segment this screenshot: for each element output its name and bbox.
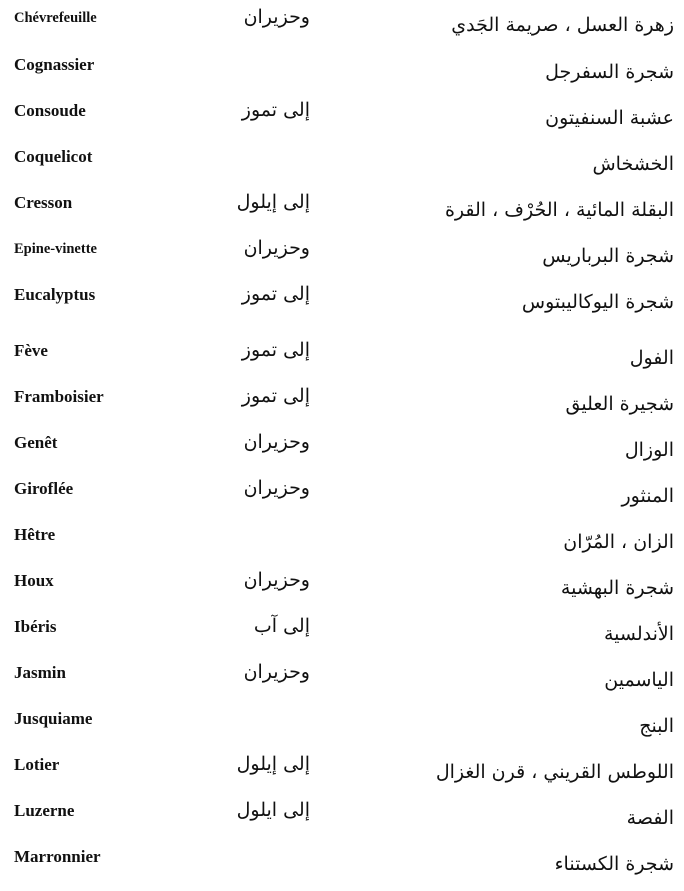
entry-row bbox=[0, 285, 684, 329]
entry-row bbox=[0, 479, 684, 523]
season-note: وحزيران bbox=[243, 477, 310, 499]
french-term: Jasmin bbox=[14, 663, 66, 682]
entry-row bbox=[0, 709, 684, 753]
season-note: إلى إيلول bbox=[236, 191, 310, 213]
arabic-term: شجرة البهشية bbox=[560, 577, 674, 599]
french-term: Genêt bbox=[14, 433, 58, 452]
french-term: Luzerne bbox=[14, 801, 75, 820]
french-term: Eucalyptus bbox=[14, 285, 96, 304]
arabic-term: المنثور bbox=[621, 485, 674, 507]
french-term: Coquelicot bbox=[14, 147, 93, 166]
entry-row bbox=[0, 617, 684, 661]
season-note: إلى تموز bbox=[241, 339, 310, 361]
arabic-term: البنج bbox=[639, 715, 674, 737]
season-note: إلى تموز bbox=[241, 283, 310, 305]
entry-row bbox=[0, 847, 684, 891]
french-term: Ibéris bbox=[14, 617, 57, 636]
entry-row bbox=[0, 341, 684, 385]
french-term: Epine-vinette bbox=[14, 241, 97, 257]
entry-row bbox=[0, 525, 684, 569]
arabic-term: شجرة السفرجل bbox=[545, 61, 674, 83]
arabic-term: عشبة السنفيتون bbox=[545, 107, 674, 129]
entry-row bbox=[0, 101, 684, 145]
french-term: Houx bbox=[14, 571, 54, 590]
french-term: Marronnier bbox=[14, 847, 101, 866]
french-term: Consoude bbox=[14, 101, 86, 120]
arabic-term: الفول bbox=[629, 347, 674, 369]
season-note: وحزيران bbox=[243, 661, 310, 683]
entry-row bbox=[0, 8, 684, 52]
arabic-term: الزان ، المُرّان bbox=[563, 531, 674, 553]
entry-row bbox=[0, 193, 684, 237]
season-note: وحزيران bbox=[243, 6, 310, 28]
arabic-term: اللوطس القريني ، قرن الغزال bbox=[435, 761, 674, 783]
entry-row bbox=[0, 239, 684, 283]
entry-row bbox=[0, 147, 684, 191]
french-term: Cognassier bbox=[14, 55, 95, 74]
arabic-term: شجرة اليوكاليبتوس bbox=[521, 291, 674, 313]
season-note: إلى تموز bbox=[241, 385, 310, 407]
entry-row bbox=[0, 55, 684, 99]
french-term: Hêtre bbox=[14, 525, 56, 544]
french-term: Cresson bbox=[14, 193, 73, 212]
season-note: وحزيران bbox=[243, 569, 310, 591]
arabic-term: شجرة البرباريس bbox=[542, 245, 674, 267]
arabic-term: البقلة المائية ، الحُرْف ، القرة bbox=[444, 199, 674, 221]
entry-row bbox=[0, 801, 684, 845]
entry-row bbox=[0, 387, 684, 431]
arabic-term: شجرة الكستناء bbox=[554, 853, 674, 875]
french-term: Giroflée bbox=[14, 479, 74, 498]
french-term: Chévrefeuille bbox=[14, 10, 97, 26]
arabic-term: الوزال bbox=[624, 439, 674, 461]
arabic-term: الخشخاش bbox=[592, 153, 674, 175]
french-term: Fève bbox=[14, 341, 48, 360]
entry-row bbox=[0, 663, 684, 707]
french-term: Jusquiame bbox=[14, 709, 93, 728]
french-term: Lotier bbox=[14, 755, 60, 774]
arabic-term: الفصة bbox=[626, 807, 674, 829]
entry-row bbox=[0, 755, 684, 799]
season-note: إلى إيلول bbox=[236, 753, 310, 775]
arabic-term: الياسمين bbox=[604, 669, 674, 691]
arabic-term: الأندلسية bbox=[603, 623, 674, 645]
entry-row bbox=[0, 571, 684, 615]
french-term: Framboisier bbox=[14, 387, 104, 406]
season-note: وحزيران bbox=[243, 237, 310, 259]
season-note: إلى آب bbox=[253, 615, 310, 637]
entry-row bbox=[0, 433, 684, 477]
season-note: إلى تموز bbox=[241, 99, 310, 121]
arabic-term: شجيرة العليق bbox=[565, 393, 674, 415]
arabic-term: زهرة العسل ، صريمة الجَدي bbox=[451, 14, 674, 36]
season-note: وحزيران bbox=[243, 431, 310, 453]
season-note: إلى ايلول bbox=[236, 799, 310, 821]
